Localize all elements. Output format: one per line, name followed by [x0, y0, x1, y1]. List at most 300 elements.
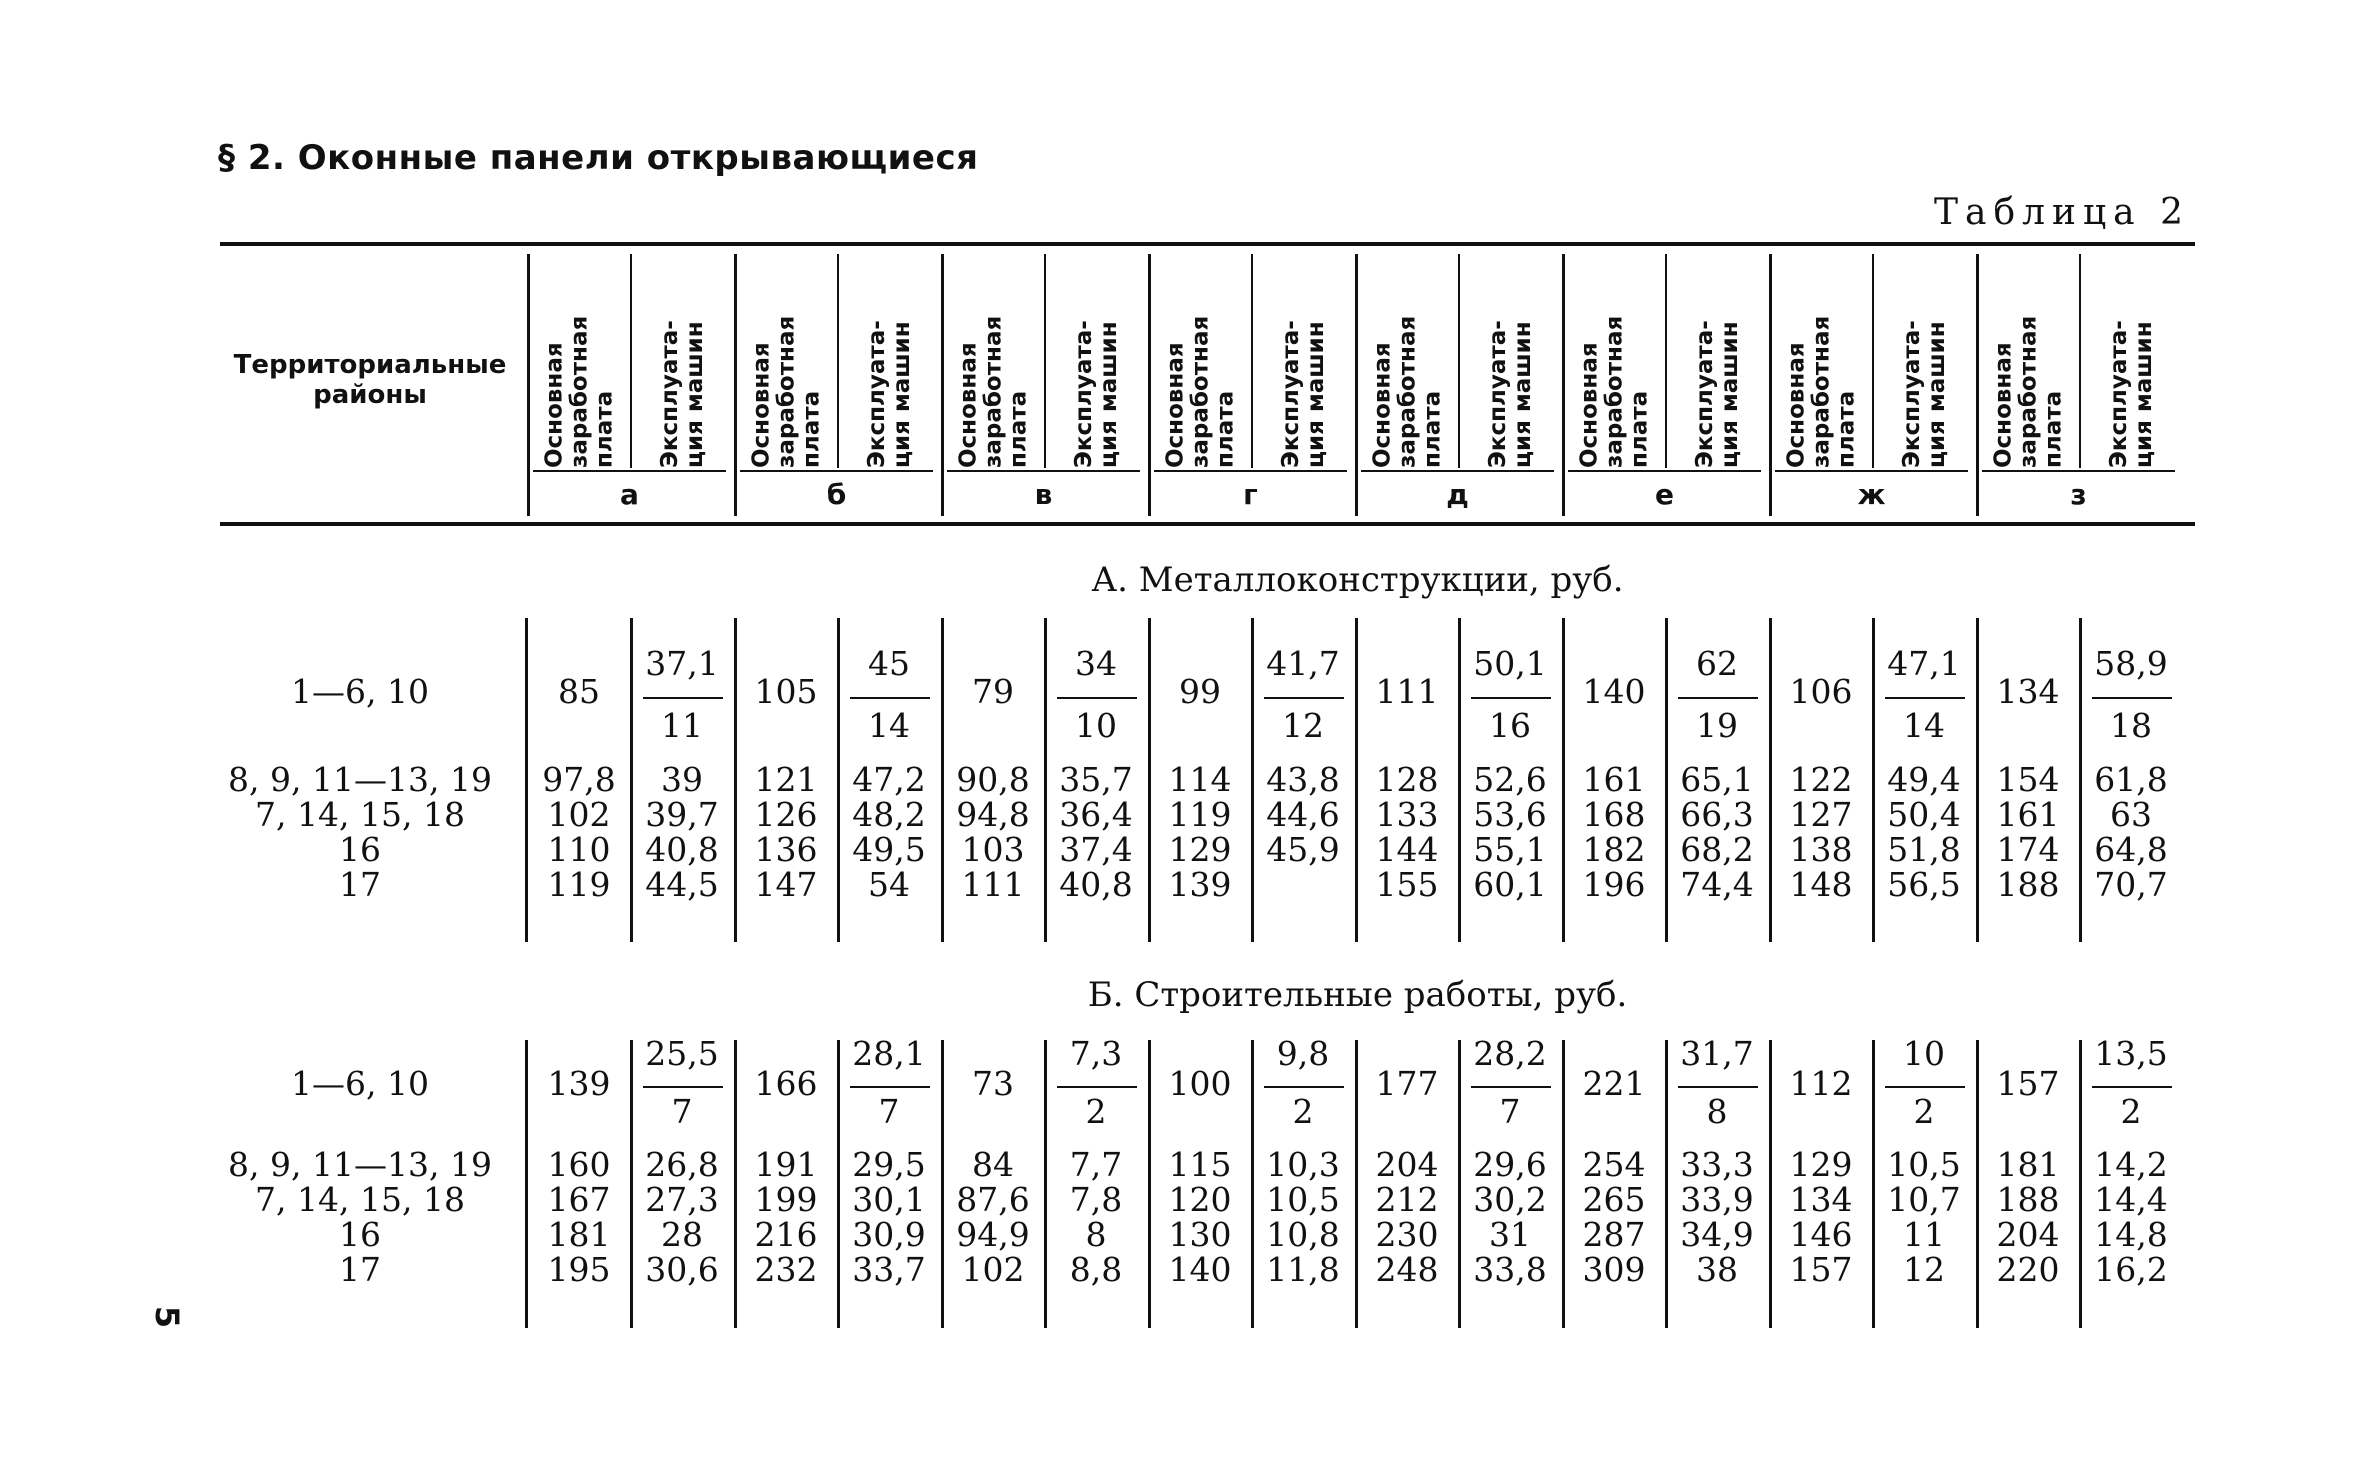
table-cell: 53,6 [1473, 795, 1547, 834]
table-cell: 139 [1168, 865, 1232, 904]
table-cell: 55,1 [1473, 830, 1547, 869]
column-header-line: заработная [1601, 315, 1628, 468]
column-header-base-1 [734, 258, 840, 468]
column-head-rule [1775, 470, 1968, 472]
table-cell: 11 [1903, 1215, 1945, 1254]
table-cell: 148 [1789, 865, 1853, 904]
column-header-line: заработная [980, 315, 1007, 468]
table-cell: 127 [1789, 795, 1853, 834]
fraction-rule [1264, 1086, 1344, 1088]
table-cell: 94,9 [956, 1215, 1030, 1254]
header-column-rule [1665, 254, 1667, 468]
column-header-machine-2 [1044, 258, 1150, 468]
column-header-line: ция машин [1924, 321, 1950, 468]
section-subtitle: А. Металлоконструкции, руб. [1091, 560, 1624, 600]
column-header-machine-4 [1458, 258, 1564, 468]
table-cell: 10,3 [1266, 1145, 1340, 1184]
cell-machine-numerator: 9,8 [1276, 1034, 1330, 1073]
column-header-line: Основная [1162, 342, 1189, 468]
fraction-rule [1057, 1086, 1137, 1088]
cell-machine-denominator: 7 [671, 1092, 693, 1131]
column-header-text [1486, 258, 1536, 468]
cell-machine-denominator: 14 [1903, 706, 1945, 745]
table-cell: 144 [1375, 830, 1439, 869]
column-header-line: заработная [566, 315, 593, 468]
cell-base: 105 [754, 672, 818, 711]
table-cell: 7,7 [1069, 1145, 1123, 1184]
row-label: 17 [339, 865, 381, 904]
cell-machine-denominator: 2 [2120, 1092, 2142, 1131]
fraction-rule [850, 697, 930, 699]
table-cell: 33,7 [852, 1250, 926, 1289]
table-cell: 248 [1375, 1250, 1439, 1289]
row-label: 16 [339, 1215, 381, 1254]
table-cell: 34,9 [1680, 1215, 1754, 1254]
table-cell: 136 [754, 830, 818, 869]
table-cell: 65,1 [1680, 760, 1754, 799]
table-cell: 40,8 [1059, 865, 1133, 904]
column-header-line: Эксплуата- [657, 320, 683, 468]
fraction-rule [1678, 1086, 1758, 1088]
table-cell: 181 [1996, 1145, 2060, 1184]
column-header-text [865, 258, 915, 468]
table-cell: 199 [754, 1180, 818, 1219]
column-header-line: плата [1005, 390, 1032, 468]
table-cell: 130 [1168, 1215, 1232, 1254]
fraction-rule [1471, 1086, 1551, 1088]
column-header-base-3 [1148, 258, 1254, 468]
table-cell: 90,8 [956, 760, 1030, 799]
fraction-rule [850, 1086, 930, 1088]
column-header-line: Эксплуата- [864, 320, 890, 468]
column-header-line: заработная [1394, 315, 1421, 468]
column-header-line: Основная [1369, 342, 1396, 468]
cell-machine-denominator: 2 [1913, 1092, 1935, 1131]
column-header-text [1371, 258, 1446, 468]
column-header-base-5 [1562, 258, 1668, 468]
cell-machine-numerator: 28,2 [1473, 1034, 1547, 1073]
cell-base: 140 [1582, 672, 1646, 711]
table-cell: 8 [1085, 1215, 1107, 1254]
column-letter: б [826, 478, 847, 511]
column-header-line: плата [1419, 390, 1446, 468]
column-header-machine-6 [1872, 258, 1978, 468]
table-cell: 87,6 [956, 1180, 1030, 1219]
table-cell: 10,7 [1887, 1180, 1961, 1219]
row-label: 8, 9, 11—13, 19 [228, 1145, 492, 1184]
column-header-line: плата [1212, 390, 1239, 468]
table-cell: 287 [1582, 1215, 1646, 1254]
column-header-line: плата [591, 390, 618, 468]
header-column-rule [527, 254, 530, 516]
table-cell: 36,4 [1059, 795, 1133, 834]
table-cell: 119 [547, 865, 611, 904]
page-number: 5 [148, 1305, 187, 1329]
column-header-machine-7 [2079, 258, 2185, 468]
table-cell: 56,5 [1887, 865, 1961, 904]
table-cell: 129 [1789, 1145, 1853, 1184]
table-cell: 30,6 [645, 1250, 719, 1289]
table-cell: 102 [547, 795, 611, 834]
table-cell: 168 [1582, 795, 1646, 834]
table-cell: 220 [1996, 1250, 2060, 1289]
section-title: § 2. Оконные панели открывающиеся [218, 138, 979, 178]
cell-machine-numerator: 7,3 [1069, 1034, 1123, 1073]
table-cell: 43,8 [1266, 760, 1340, 799]
table-cell: 230 [1375, 1215, 1439, 1254]
header-column-rule [1872, 254, 1874, 468]
table-cell: 160 [547, 1145, 611, 1184]
fraction-rule [1678, 697, 1758, 699]
table-cell: 126 [754, 795, 818, 834]
table-cell: 70,7 [2094, 865, 2168, 904]
column-header-machine-5 [1665, 258, 1771, 468]
table-cell: 14,8 [2094, 1215, 2168, 1254]
table-cell: 64,8 [2094, 830, 2168, 869]
table-cell: 309 [1582, 1250, 1646, 1289]
cell-base: 221 [1582, 1064, 1646, 1103]
table-cell: 28 [661, 1215, 703, 1254]
table-cell: 204 [1996, 1215, 2060, 1254]
section-subtitle: Б. Строительные работы, руб. [1087, 975, 1628, 1015]
column-header-text [957, 258, 1032, 468]
column-header-line: Основная [1576, 342, 1603, 468]
table-cell: 51,8 [1887, 830, 1961, 869]
table-cell: 29,5 [852, 1145, 926, 1184]
column-header-line: заработная [773, 315, 800, 468]
table-cell: 204 [1375, 1145, 1439, 1184]
column-header-base-6 [1769, 258, 1875, 468]
column-header-line: заработная [1187, 315, 1214, 468]
cell-base: 106 [1789, 672, 1853, 711]
header-column-rule [941, 254, 944, 516]
table-cell: 49,5 [852, 830, 926, 869]
table-cell: 232 [754, 1250, 818, 1289]
column-header-text [658, 258, 708, 468]
table-cell: 11,8 [1266, 1250, 1340, 1289]
column-header-machine-1 [837, 258, 943, 468]
table-cell: 120 [1168, 1180, 1232, 1219]
column-header-line: Эксплуата- [1899, 320, 1925, 468]
fraction-rule [1057, 697, 1137, 699]
table-cell: 121 [754, 760, 818, 799]
column-header-text [1164, 258, 1239, 468]
column-head-rule [1361, 470, 1554, 472]
table-cell: 103 [961, 830, 1025, 869]
row-label: 1—6, 10 [291, 672, 429, 711]
column-header-text [1578, 258, 1653, 468]
column-header-line: Основная [541, 342, 568, 468]
row-label: 1—6, 10 [291, 1064, 429, 1103]
table-cell: 31 [1489, 1215, 1531, 1254]
header-column-rule [1044, 254, 1046, 468]
table-cell: 111 [961, 865, 1025, 904]
cell-base: 100 [1168, 1064, 1232, 1103]
column-header-base-4 [1355, 258, 1461, 468]
header-column-rule [1769, 254, 1772, 516]
column-header-line: Эксплуата- [1485, 320, 1511, 468]
cell-machine-denominator: 7 [878, 1092, 900, 1131]
column-header-line: Основная [955, 342, 982, 468]
column-header-base-7 [1976, 258, 2082, 468]
fraction-rule [1471, 697, 1551, 699]
table-cell: 110 [547, 830, 611, 869]
column-head-rule [740, 470, 933, 472]
column-header-text [750, 258, 825, 468]
table-cell: 119 [1168, 795, 1232, 834]
header-territory: Территориальные районы [233, 350, 507, 410]
column-header-base-0 [527, 258, 633, 468]
cell-base: 157 [1996, 1064, 2060, 1103]
table-cell: 94,8 [956, 795, 1030, 834]
column-header-text [1900, 258, 1950, 468]
column-header-line: Основная [748, 342, 775, 468]
table-cell: 97,8 [542, 760, 616, 799]
column-header-line: Основная [1783, 342, 1810, 468]
table-cell: 265 [1582, 1180, 1646, 1219]
table-cell: 147 [754, 865, 818, 904]
table-cell: 133 [1375, 795, 1439, 834]
cell-base: 177 [1375, 1064, 1439, 1103]
cell-machine-denominator: 18 [2110, 706, 2152, 745]
column-head-rule [1568, 470, 1761, 472]
table-cell: 30,9 [852, 1215, 926, 1254]
table-cell: 60,1 [1473, 865, 1547, 904]
table-cell: 10,5 [1266, 1180, 1340, 1219]
row-label: 7, 14, 15, 18 [255, 1180, 465, 1219]
cell-machine-denominator: 8 [1706, 1092, 1728, 1131]
table-cell: 14,4 [2094, 1180, 2168, 1219]
column-header-line: заработная [1808, 315, 1835, 468]
header-column-rule [837, 254, 839, 468]
table-cell: 212 [1375, 1180, 1439, 1219]
header-column-rule [1562, 254, 1565, 516]
column-header-line: ция машин [1303, 321, 1329, 468]
table-cell: 140 [1168, 1250, 1232, 1289]
column-header-line: плата [1833, 390, 1860, 468]
cell-machine-numerator: 13,5 [2094, 1034, 2168, 1073]
header-column-rule [1976, 254, 1979, 516]
header-column-rule [1355, 254, 1358, 516]
row-label: 17 [339, 1250, 381, 1289]
header-top-rule [220, 242, 2195, 246]
cell-machine-numerator: 28,1 [852, 1034, 926, 1073]
table-cell: 154 [1996, 760, 2060, 799]
table-cell: 161 [1996, 795, 2060, 834]
cell-base: 79 [972, 672, 1014, 711]
cell-machine-numerator: 47,1 [1887, 644, 1961, 683]
cell-machine-numerator: 37,1 [645, 644, 719, 683]
column-header-line: Основная [1990, 342, 2017, 468]
cell-machine-denominator: 2 [1292, 1092, 1314, 1131]
cell-machine-denominator: 2 [1085, 1092, 1107, 1131]
table-cell: 195 [547, 1250, 611, 1289]
fraction-rule [643, 697, 723, 699]
header-column-rule [630, 254, 632, 468]
row-label: 8, 9, 11—13, 19 [228, 760, 492, 799]
cell-base: 111 [1375, 672, 1439, 711]
column-letter: в [1034, 478, 1053, 511]
table-cell: 12 [1903, 1250, 1945, 1289]
cell-machine-denominator: 19 [1696, 706, 1738, 745]
column-head-rule [1982, 470, 2175, 472]
table-cell: 27,3 [645, 1180, 719, 1219]
table-cell: 30,2 [1473, 1180, 1547, 1219]
header-column-rule [734, 254, 737, 516]
cell-machine-denominator: 10 [1075, 706, 1117, 745]
column-header-text [1693, 258, 1743, 468]
table-cell: 134 [1789, 1180, 1853, 1219]
column-letter: е [1655, 478, 1674, 511]
column-header-text [1279, 258, 1329, 468]
column-head-rule [947, 470, 1140, 472]
column-letter: г [1243, 478, 1258, 511]
cell-machine-numerator: 10 [1903, 1034, 1945, 1073]
table-cell: 128 [1375, 760, 1439, 799]
column-letter: з [2070, 478, 2087, 511]
table-cell: 188 [1996, 1180, 2060, 1219]
table-cell: 157 [1789, 1250, 1853, 1289]
table-cell: 52,6 [1473, 760, 1547, 799]
table-cell: 39,7 [645, 795, 719, 834]
cell-base: 166 [754, 1064, 818, 1103]
column-header-line: ция машин [1717, 321, 1743, 468]
column-letter: ж [1857, 478, 1886, 511]
table-cell: 40,8 [645, 830, 719, 869]
table-cell: 10,8 [1266, 1215, 1340, 1254]
cell-machine-numerator: 31,7 [1680, 1034, 1754, 1073]
cell-machine-denominator: 11 [661, 706, 703, 745]
fraction-rule [1264, 697, 1344, 699]
cell-base: 73 [972, 1064, 1014, 1103]
cell-base: 134 [1996, 672, 2060, 711]
table-cell: 129 [1168, 830, 1232, 869]
row-label: 7, 14, 15, 18 [255, 795, 465, 834]
cell-machine-numerator: 25,5 [645, 1034, 719, 1073]
table-cell: 16,2 [2094, 1250, 2168, 1289]
header-column-rule [1251, 254, 1253, 468]
table-cell: 84 [972, 1145, 1014, 1184]
cell-machine-numerator: 45 [868, 644, 910, 683]
table-cell: 66,3 [1680, 795, 1754, 834]
table-cell: 10,5 [1887, 1145, 1961, 1184]
table-cell: 37,4 [1059, 830, 1133, 869]
column-letter: а [620, 478, 639, 511]
column-letter: д [1446, 478, 1469, 511]
table-cell: 33,9 [1680, 1180, 1754, 1219]
cell-machine-numerator: 34 [1075, 644, 1117, 683]
table-cell: 54 [868, 865, 910, 904]
column-header-line: Эксплуата- [2106, 320, 2132, 468]
row-label: 16 [339, 830, 381, 869]
cell-machine-numerator: 50,1 [1473, 644, 1547, 683]
header-column-rule [1458, 254, 1460, 468]
table-cell: 33,8 [1473, 1250, 1547, 1289]
column-header-line: Эксплуата- [1278, 320, 1304, 468]
column-header-text [543, 258, 618, 468]
column-header-line: плата [2040, 390, 2067, 468]
column-head-rule [533, 470, 726, 472]
cell-base: 99 [1179, 672, 1221, 711]
table-cell: 30,1 [852, 1180, 926, 1219]
table-cell: 29,6 [1473, 1145, 1547, 1184]
table-cell: 44,5 [645, 865, 719, 904]
table-cell: 161 [1582, 760, 1646, 799]
fraction-rule [2092, 1086, 2172, 1088]
table-cell: 115 [1168, 1145, 1232, 1184]
table-cell: 8,8 [1069, 1250, 1123, 1289]
table-cell: 61,8 [2094, 760, 2168, 799]
header-column-rule [1148, 254, 1151, 516]
cell-machine-denominator: 14 [868, 706, 910, 745]
fraction-rule [1885, 697, 1965, 699]
table-cell: 33,3 [1680, 1145, 1754, 1184]
table-cell: 102 [961, 1250, 1025, 1289]
table-label: Таблица 2 [1934, 192, 2190, 233]
table-cell: 114 [1168, 760, 1232, 799]
table-cell: 38 [1696, 1250, 1738, 1289]
table-cell: 196 [1582, 865, 1646, 904]
table-cell: 68,2 [1680, 830, 1754, 869]
column-header-line: Эксплуата- [1071, 320, 1097, 468]
column-header-base-2 [941, 258, 1047, 468]
table-cell: 167 [547, 1180, 611, 1219]
table-cell: 26,8 [645, 1145, 719, 1184]
table-cell: 35,7 [1059, 760, 1133, 799]
column-header-text [1072, 258, 1122, 468]
table-cell: 14,2 [2094, 1145, 2168, 1184]
column-header-line: ция машин [1510, 321, 1536, 468]
cell-machine-denominator: 12 [1282, 706, 1324, 745]
column-header-text [1992, 258, 2067, 468]
table-cell: 63 [2110, 795, 2152, 834]
column-header-machine-0 [630, 258, 736, 468]
fraction-rule [2092, 697, 2172, 699]
table-cell: 45,9 [1266, 830, 1340, 869]
table-cell: 188 [1996, 865, 2060, 904]
cell-machine-denominator: 16 [1489, 706, 1531, 745]
table-cell: 39 [661, 760, 703, 799]
cell-base: 85 [558, 672, 600, 711]
table-cell: 254 [1582, 1145, 1646, 1184]
fraction-rule [643, 1086, 723, 1088]
table-cell: 47,2 [852, 760, 926, 799]
column-head-rule [1154, 470, 1347, 472]
table-cell: 122 [1789, 760, 1853, 799]
table-cell: 50,4 [1887, 795, 1961, 834]
cell-base: 112 [1789, 1064, 1853, 1103]
table-cell: 48,2 [852, 795, 926, 834]
column-header-machine-3 [1251, 258, 1357, 468]
table-cell: 191 [754, 1145, 818, 1184]
column-header-text [2107, 258, 2157, 468]
cell-machine-denominator: 7 [1499, 1092, 1521, 1131]
table-cell: 44,6 [1266, 795, 1340, 834]
table-cell: 7,8 [1069, 1180, 1123, 1219]
column-header-line: плата [798, 390, 825, 468]
table-cell: 146 [1789, 1215, 1853, 1254]
cell-machine-numerator: 58,9 [2094, 644, 2168, 683]
column-header-line: заработная [2015, 315, 2042, 468]
column-header-line: ция машин [1096, 321, 1122, 468]
column-header-line: ция машин [2131, 321, 2157, 468]
table-cell: 138 [1789, 830, 1853, 869]
column-header-line: Эксплуата- [1692, 320, 1718, 468]
column-header-text [1785, 258, 1860, 468]
header-bottom-rule [220, 522, 2195, 526]
fraction-rule [1885, 1086, 1965, 1088]
table-cell: 155 [1375, 865, 1439, 904]
